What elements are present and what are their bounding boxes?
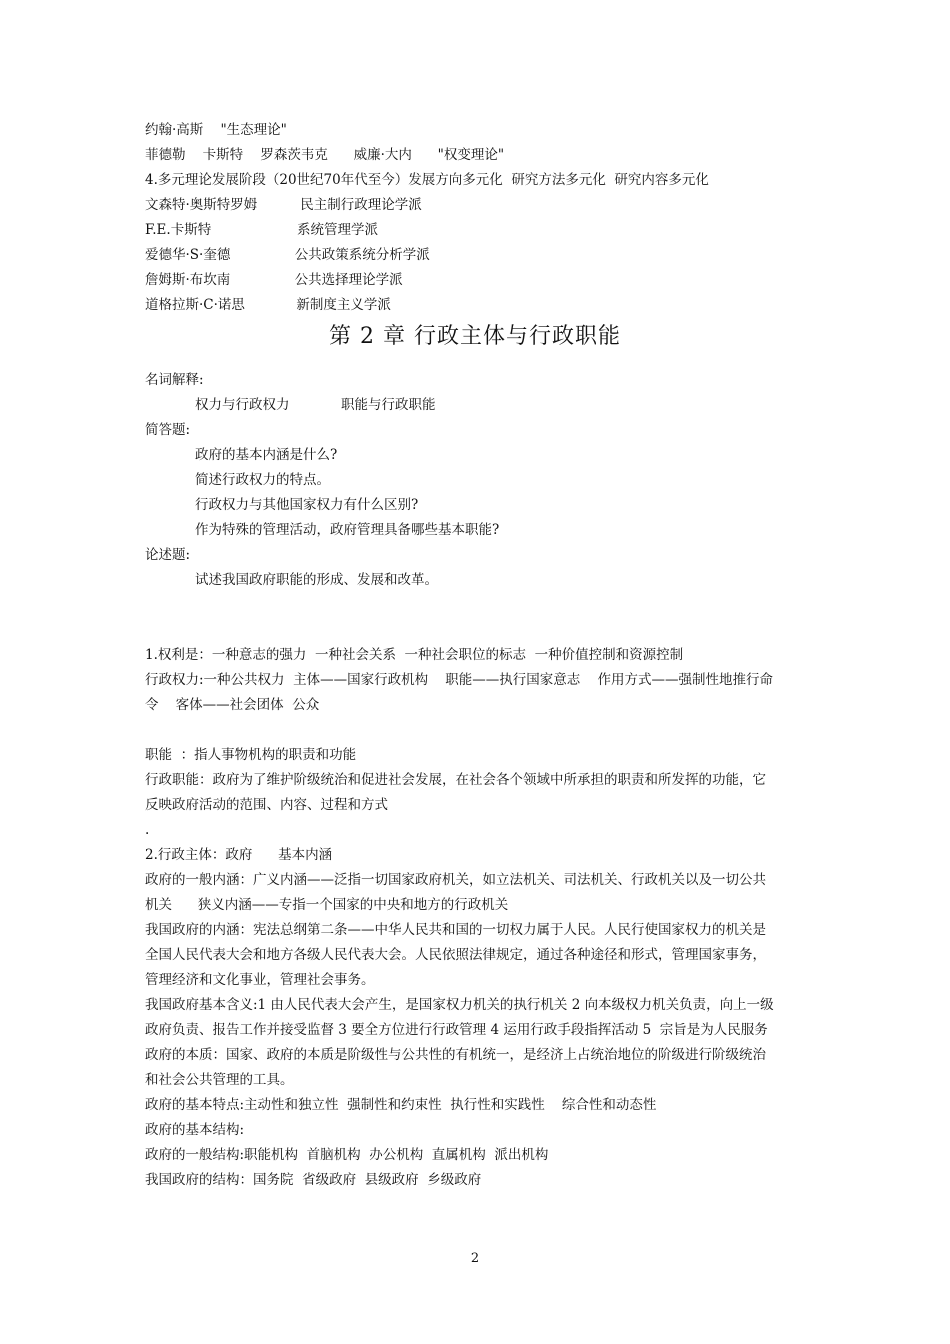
note-line: 政府的基本特点:主动性和独立性 强制性和约束性 执行性和实践性 综合性和动态性 <box>145 1097 657 1113</box>
note-line: 政府负责、报告工作并接受监督 3 要全方位进行行政管理 4 运用行政手段指挥活动 5 宗旨是为人民服务 <box>145 1022 768 1038</box>
note-line: 管理经济和文化事业，管理社会事务。 <box>145 972 375 988</box>
short-question: 政府的基本内涵是什么? <box>195 447 338 463</box>
note-line: 政府的一般内涵：广义内涵——泛指一切国家政府机关，如立法机关、司法机关、行政机关以及一切公共 <box>145 872 766 888</box>
text-line: 文森特·奥斯特罗姆 民主制行政理论学派 <box>145 197 422 213</box>
note-line: 我国政府的内涵：宪法总纲第二条——中华人民共和国的一切权力属于人民。人民行使国家权力的机关是 <box>145 922 766 938</box>
essay-heading: 论述题: <box>145 547 191 563</box>
note-line: 反映政府活动的范围、内容、过程和方式 <box>145 797 388 813</box>
page-number: 2 <box>470 1251 480 1266</box>
text-line: 4.多元理论发展阶段（20世纪70年代至今）发展方向多元化 研究方法多元化 研究内容多元化 <box>145 172 709 188</box>
text-line: 爱德华·S·奎德 公共政策系统分析学派 <box>145 247 430 263</box>
chapter-title: 第 2 章 行政主体与行政职能 <box>329 324 621 349</box>
terms-list: 权力与行政权力 职能与行政职能 <box>195 397 436 413</box>
note-line: 1.权利是：一种意志的强力 一种社会关系 一种社会职位的标志 一种价值控制和资源控制 <box>145 647 684 663</box>
note-line: 我国政府的结构：国务院 省级政府 县级政府 乡级政府 <box>145 1172 482 1188</box>
note-line: 行政权力:一种公共权力 主体——国家行政机构 职能——执行国家意志 作用方式——强制性地推行命 <box>145 672 773 688</box>
note-line: 行政职能：政府为了维护阶级统治和促进社会发展，在社会各个领域中所承担的职责和所发挥的功能，它 <box>145 772 766 788</box>
text-line: 约翰·高斯 "生态理论" <box>145 122 287 138</box>
note-line: 全国人民代表大会和地方各级人民代表大会。人民依照法律规定，通过各种途径和形式，管理国家事务， <box>145 947 766 963</box>
note-line: 令 客体——社会团体 公众 <box>145 697 320 713</box>
note-line: 2.行政主体：政府 基本内涵 <box>145 847 333 863</box>
short-question: 行政权力与其他国家权力有什么区别? <box>195 497 419 513</box>
short-question: 简述行政权力的特点。 <box>195 472 330 488</box>
text-line: 菲德勒 卡斯特 罗森茨韦克 威廉·大内 "权变理论" <box>145 147 505 163</box>
note-line: 政府的本质：国家、政府的本质是阶级性与公共性的有机统一，是经济上占统治地位的阶级进行阶级统治 <box>145 1047 766 1063</box>
short-question: 作为特殊的管理活动，政府管理具备哪些基本职能? <box>195 522 500 538</box>
note-line: . <box>145 822 150 838</box>
text-line: F.E.卡斯特 系统管理学派 <box>145 222 379 238</box>
text-line: 道格拉斯·C·诺思 新制度主义学派 <box>145 297 391 313</box>
note-line: 和社会公共管理的工具。 <box>145 1072 294 1088</box>
short-answer-heading: 简答题: <box>145 422 191 438</box>
note-line: 职能 ：指人事物机构的职责和功能 <box>145 747 357 763</box>
note-line: 政府的一般结构:职能机构 首脑机构 办公机构 直属机构 派出机构 <box>145 1147 549 1163</box>
text-line: 詹姆斯·布坎南 公共选择理论学派 <box>145 272 403 288</box>
essay-question: 试述我国政府职能的形成、发展和改革。 <box>195 572 438 588</box>
note-line: 政府的基本结构: <box>145 1122 245 1138</box>
note-line: 机关 狭义内涵——专指一个国家的中央和地方的行政机关 <box>145 897 509 913</box>
note-line: 我国政府基本含义:1 由人民代表大会产生，是国家权力机关的执行机关 2 向本级权力机关负责，向上一级 <box>145 997 774 1013</box>
terms-heading: 名词解释: <box>145 372 204 388</box>
